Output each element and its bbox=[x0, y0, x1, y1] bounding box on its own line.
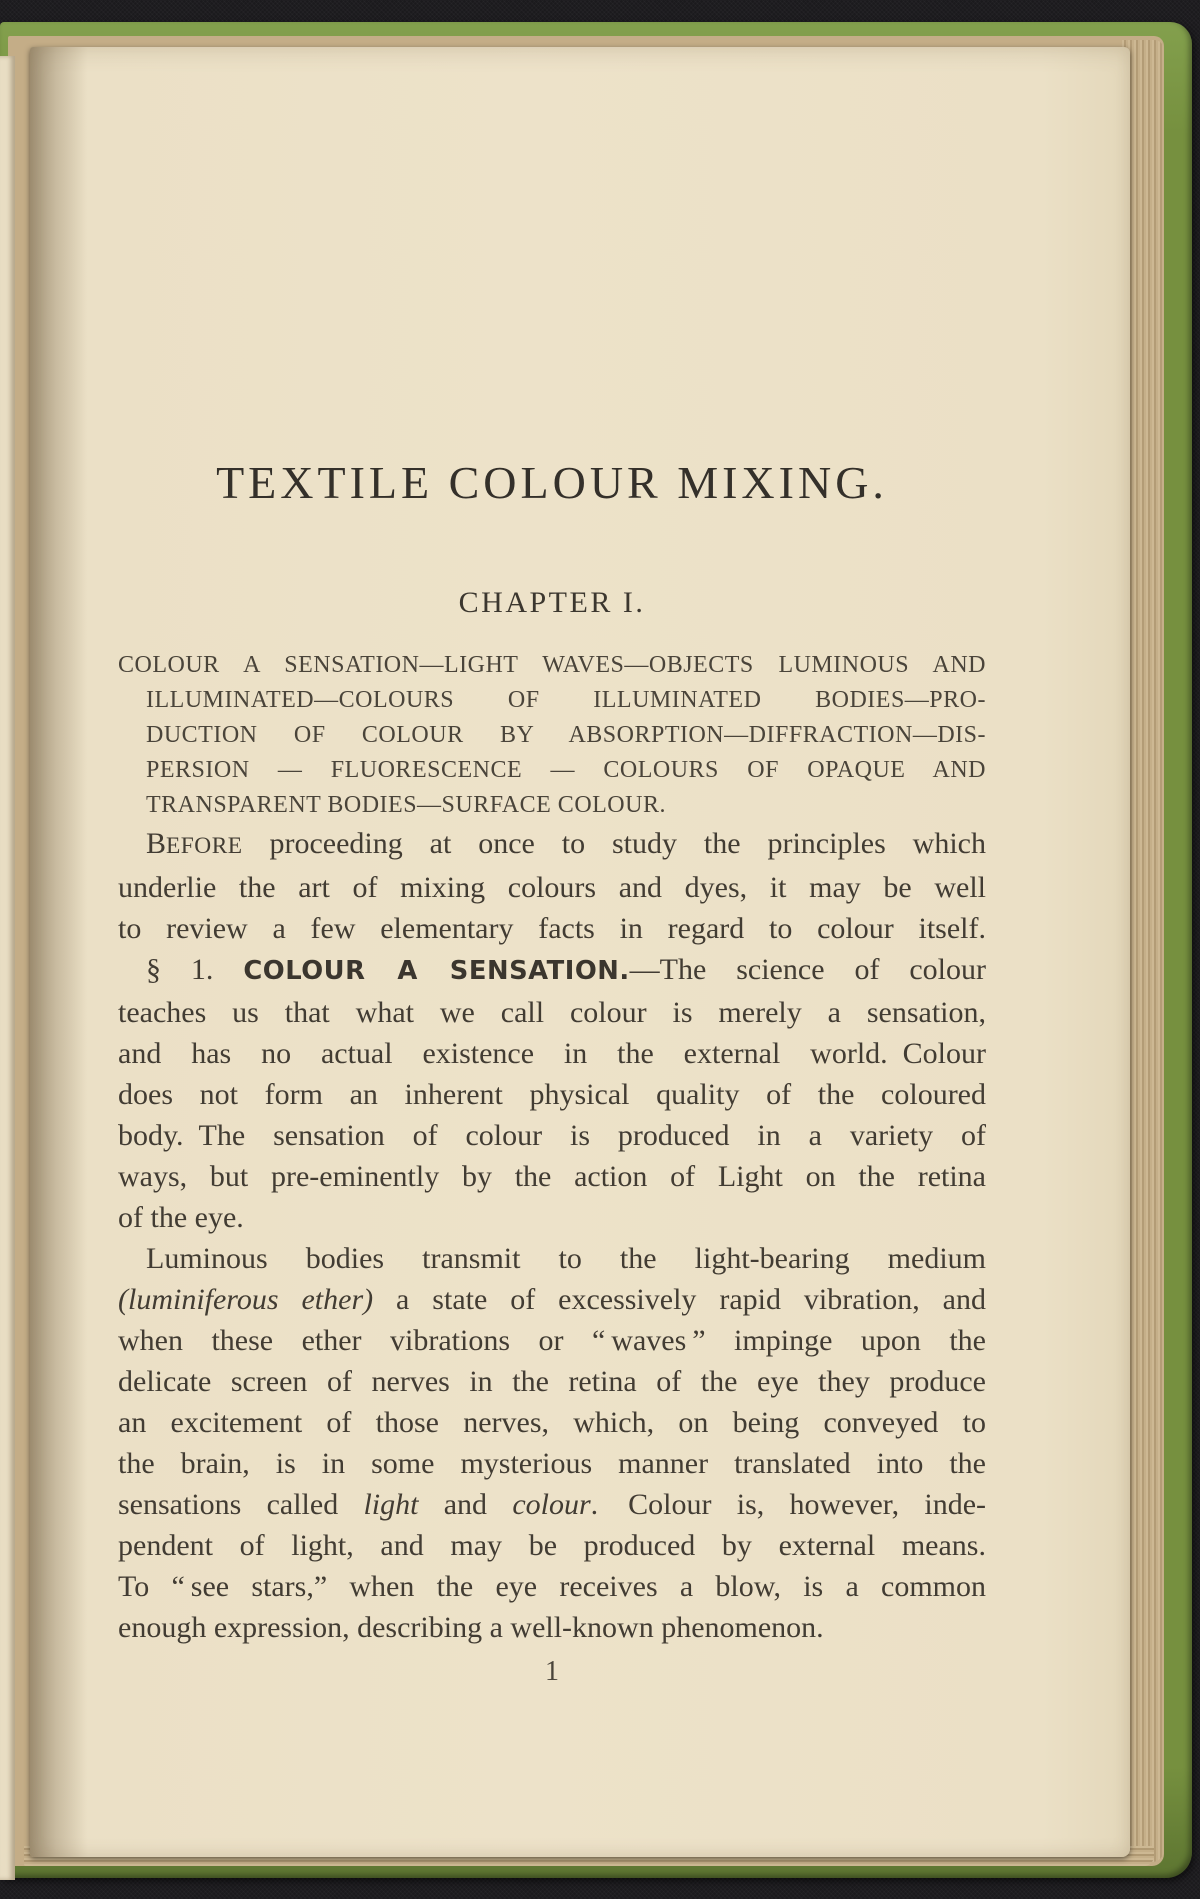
synopsis-line: PERSION — FLUORESCENCE — COLOURS OF OPAQUE AND bbox=[146, 757, 986, 783]
book-page bbox=[30, 47, 1130, 1857]
previous-page-edge bbox=[0, 56, 15, 1880]
chapter-heading: CHAPTER I. bbox=[458, 586, 646, 619]
body-line: teaches us that what we call colour is merely a sensation, bbox=[118, 996, 986, 1029]
body-line: BEFORE proceeding at once to study the principles which bbox=[146, 827, 986, 860]
body-line: pendent of light, and may be produced by external means. bbox=[118, 1529, 986, 1562]
body-line: does not form an inherent physical quality of the coloured bbox=[118, 1078, 986, 1111]
body-line: of the eye. bbox=[118, 1201, 244, 1234]
body-line: sensations called light and colour. Colour is, however, inde- bbox=[118, 1488, 986, 1521]
body-line: (luminiferous ether) a state of excessively rapid vibration, and bbox=[118, 1283, 986, 1316]
body-line: To “ see stars,” when the eye receives a blow, is a common bbox=[118, 1570, 986, 1603]
chapter-synopsis bbox=[118, 648, 986, 823]
book-title: TEXTILE COLOUR MIXING. bbox=[216, 457, 888, 508]
page-number: 1 bbox=[545, 1656, 559, 1687]
page-content bbox=[118, 47, 986, 1688]
synopsis-line: ILLUMINATED—COLOURS OF ILLUMINATED BODIES—PRO- bbox=[146, 687, 986, 713]
body-line: § 1. COLOUR A SENSATION.—The science of colour bbox=[146, 953, 987, 986]
body-line: underlie the art of mixing colours and dyes, it may be well bbox=[118, 871, 986, 904]
body-line: delicate screen of nerves in the retina of the eye they produce bbox=[118, 1365, 986, 1398]
body-line: an excitement of those nerves, which, on being conveyed to bbox=[118, 1406, 986, 1439]
body-text bbox=[118, 823, 986, 1648]
body-line: ways, but pre-eminently by the action of Light on the retina bbox=[118, 1160, 986, 1193]
synopsis-line: TRANSPARENT BODIES—SURFACE COLOUR. bbox=[146, 792, 666, 818]
body-line: when these ether vibrations or “ waves ” impinge upon the bbox=[118, 1324, 986, 1357]
body-line: to review a few elementary facts in regard to colour itself. bbox=[118, 912, 986, 945]
synopsis-line: COLOUR A SENSATION—LIGHT WAVES—OBJECTS LUMINOUS AND bbox=[118, 652, 986, 678]
body-line: the brain, is in some mysterious manner translated into the bbox=[118, 1447, 986, 1480]
synopsis-line: DUCTION OF COLOUR BY ABSORPTION—DIFFRACTION—DIS- bbox=[146, 722, 986, 748]
body-line: Luminous bodies transmit to the light-bearing medium bbox=[146, 1242, 986, 1275]
body-line: enough expression, describing a well-known phenomenon. bbox=[118, 1611, 824, 1644]
body-line: body. The sensation of colour is produced in a variety of bbox=[118, 1119, 986, 1152]
body-line: and has no actual existence in the external world. Colour bbox=[118, 1037, 986, 1070]
